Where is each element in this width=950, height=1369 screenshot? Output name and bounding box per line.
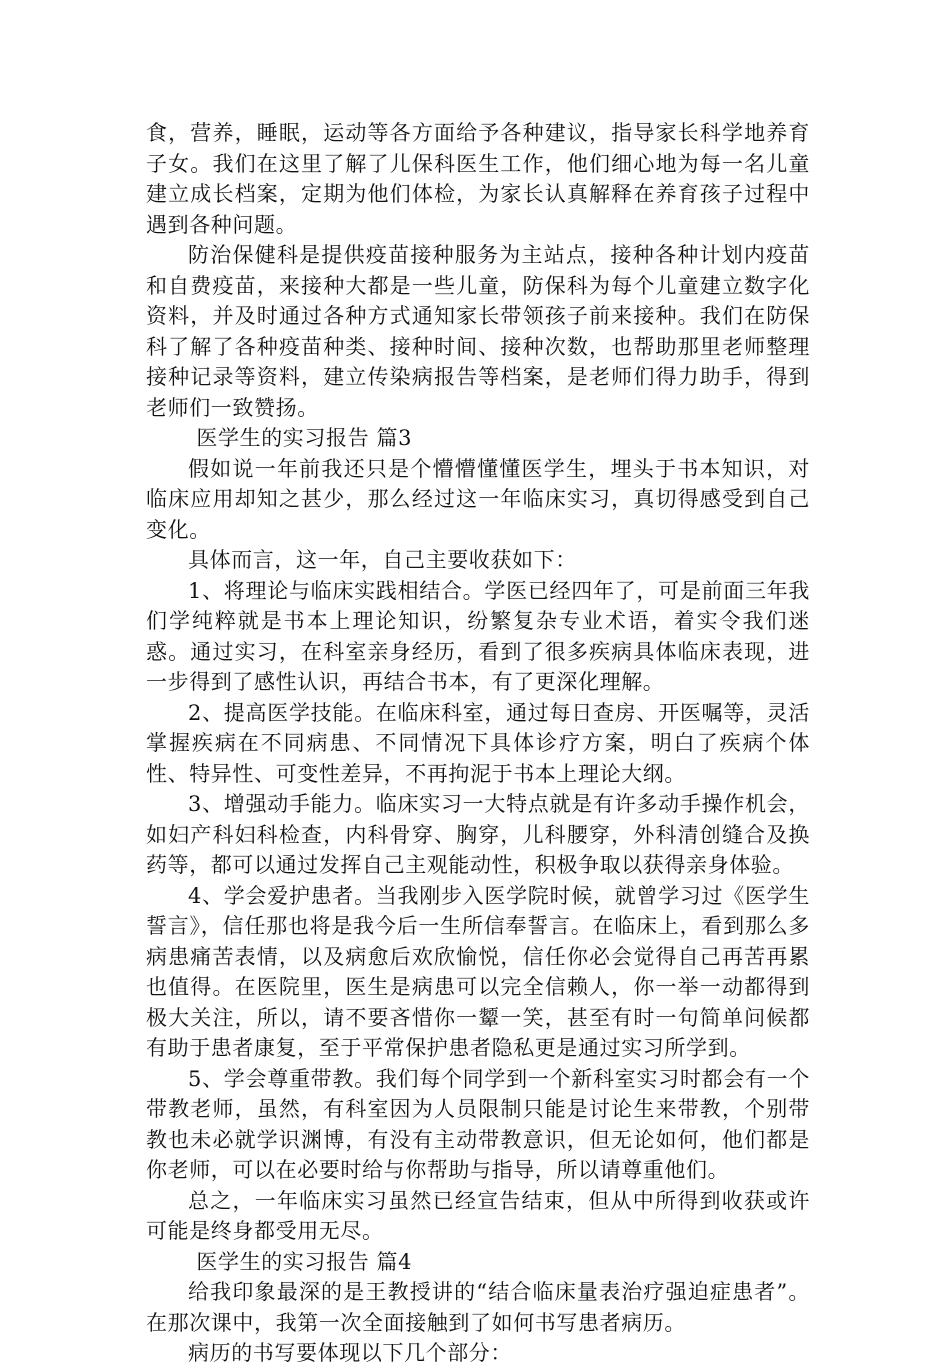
paragraph-prevention-department: 防治保健科是提供疫苗接种服务为主站点，接种各种计划内疫苗和自费疫苗，来接种大都是一些儿童，防保科为每个儿童建立数字化资料，并及时通过各种方式通知家长带领孩子前来接种。我们在防保科了解了各种疫苗种类、接种时间、接种次数，也帮助那里老师整理接种记录等资料，建立传染病报告等档案，是老师们得力助手，得到老师们一致赞扬。	[146, 243, 810, 420]
paragraph-summary-lead: 具体而言，这一年，自己主要收获如下：	[188, 548, 577, 572]
list-item-5: 5、学会尊重带教。我们每个同学到一个新科室实习时都会有一个带教老师，虽然，有科室因为人员限制只能是讨论生来带教，个别带教也未必就学识渊博，有没有主动带教意识，但无论如何，他们都是你老师，可以在必要时给与你帮助与指导，所以请尊重他们。	[146, 1066, 810, 1182]
document-body	[146, 118, 810, 1369]
list-item-3: 3、增强动手能力。临床实习一大特点就是有许多动手操作机会，如妇产科妇科检查，内科骨穿、胸穿，儿科腰穿，外科清创缝合及换药等，都可以通过发挥自己主观能动性，积极争取以获得亲身体验。	[146, 792, 810, 877]
paragraph-continuation: 食，营养，睡眠，运动等各方面给予各种建议，指导家长科学地养育子女。我们在这里了解了儿保科医生工作，他们细心地为每一名儿童建立成长档案，定期为他们体检，为家长认真解释在养育孩子过程中遇到各种问题。	[146, 121, 810, 237]
list-item-2: 2、提高医学技能。在临床科室，通过每日查房、开医嘱等，灵活掌握疾病在不同病患、不同情况下具体诊疗方案，明白了疾病个体性、特异性、可变性差异，不再拘泥于书本上理论大纲。	[146, 700, 810, 786]
paragraph-record-parts: 病历的书写要体现以下几个部分：	[188, 1341, 512, 1365]
paragraph-intro: 假如说一年前我还只是个懵懵懂懂医学生，埋头于书本知识，对临床应用却知之甚少，那么经过这一年临床实习，真切得感受到自己变化。	[146, 456, 810, 542]
section-heading-3: 医学生的实习报告 篇3	[196, 426, 413, 450]
paragraph-impression: 给我印象最深的是王教授讲的“结合临床量表治疗强迫症患者”。在那次课中，我第一次全面接触到了如何书写患者病历。	[146, 1280, 810, 1335]
paragraph-conclusion: 总之，一年临床实习虽然已经宣告结束，但从中所得到收获或许可能是终身都受用无尽。	[146, 1188, 810, 1243]
list-item-1: 1、将理论与临床实践相结合。学医已经四年了，可是前面三年我们学纯粹就是书本上理论知识，纷繁复杂专业术语，着实令我们迷惑。通过实习，在科室亲身经历，看到了很多疾病具体临床表现，进一步得到了感性认识，再结合书本，有了更深化理解。	[146, 578, 810, 694]
section-heading-4: 医学生的实习报告 篇4	[196, 1249, 413, 1274]
list-item-4: 4、学会爱护患者。当我刚步入医学院时候，就曾学习过《医学生誓言》，信任那也将是我今后一生所信奉誓言。在临床上，看到那么多病患痛苦表情，以及病愈后欢欣愉悦，信任你必会觉得自己再苦再累也值得。在医院里，医生是病患可以完全信赖人，你一举一动都得到极大关注，所以，请不要吝惜你一颦一笑，甚至有时一句简单问候都有助于患者康复，至于平常保护患者隐私更是通过实习所学到。	[146, 883, 810, 1060]
